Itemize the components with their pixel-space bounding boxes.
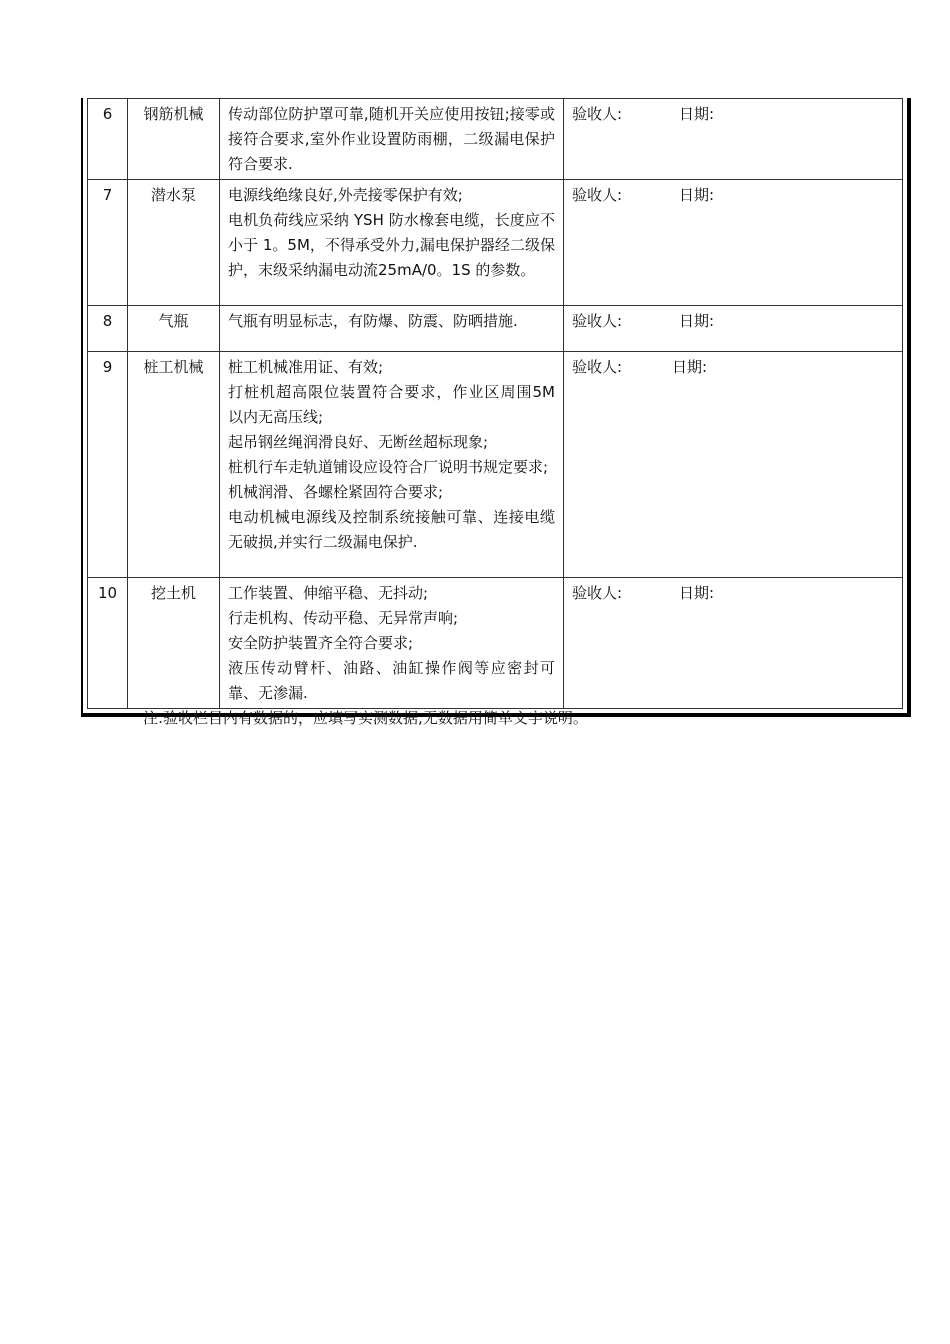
sign-cell xyxy=(564,180,903,306)
requirement-text: 打桩机超高限位装置符合要求，作业区周围5M 以内无高压线; xyxy=(228,383,555,426)
equipment-name: 气瓶 xyxy=(128,306,220,352)
date-label: 日期: xyxy=(679,105,715,123)
requirement-text: 气瓶有明显标志，有防爆、防震、防晒措施. xyxy=(228,312,518,330)
table-row xyxy=(88,180,903,306)
table-row xyxy=(88,99,903,180)
requirement-text: 行走机构、传动平稳、无异常声响; xyxy=(228,609,459,627)
inspector-label: 验收人: xyxy=(572,186,623,204)
acceptance-table-frame xyxy=(81,98,911,717)
inspector-label: 验收人: xyxy=(572,584,623,602)
acceptance-table xyxy=(87,98,903,709)
requirements-cell xyxy=(220,578,564,709)
requirements-cell xyxy=(220,306,564,352)
date-label: 日期: xyxy=(679,312,715,330)
requirement-text: 电源线绝缘良好,外壳接零保护有效; xyxy=(228,186,463,204)
requirement-text: 安全防护装置齐全符合要求; xyxy=(228,634,414,652)
row-number: 6 xyxy=(88,99,128,180)
requirement-text: 电机负荷线应采纳 YSH 防水橡套电缆，长度应不小于 1。5M，不得承受外力,漏电保护器经二级保护，末级采纳漏电动流25mA/0。1S 的参数。 xyxy=(228,211,555,279)
table-row xyxy=(88,578,903,709)
requirements-cell xyxy=(220,180,564,306)
requirements-cell xyxy=(220,352,564,578)
requirements-cell xyxy=(220,99,564,180)
row-number: 9 xyxy=(88,352,128,578)
requirement-text: 传动部位防护罩可靠,随机开关应使用按钮;接零或接符合要求,室外作业设置防雨棚，二级漏电保护符合要求. xyxy=(228,105,555,173)
requirement-text: 起吊钢丝绳润滑良好、无断丝超标现象; xyxy=(228,433,489,451)
table-row xyxy=(88,352,903,578)
table-row xyxy=(88,306,903,352)
sign-cell xyxy=(564,578,903,709)
equipment-name: 挖土机 xyxy=(128,578,220,709)
equipment-name: 钢筋机械 xyxy=(128,99,220,180)
date-label: 日期: xyxy=(679,186,715,204)
requirement-text: 桩机行车走轨道铺设应设符合厂说明书规定要求; xyxy=(228,458,549,476)
sign-cell xyxy=(564,352,903,578)
inspector-label: 验收人: xyxy=(572,358,623,376)
inspector-label: 验收人: xyxy=(572,105,623,123)
requirement-text: 机械润滑、各螺栓紧固符合要求; xyxy=(228,483,444,501)
inspector-label: 验收人: xyxy=(572,312,623,330)
row-number: 10 xyxy=(88,578,128,709)
footnote: 注:验收栏目内有数据的，应填写实测数据,无数据用简单文字说明。 xyxy=(143,709,588,727)
row-number: 7 xyxy=(88,180,128,306)
requirement-text: 桩工机械准用证、有效; xyxy=(228,358,384,376)
requirement-text: 工作装置、伸缩平稳、无抖动; xyxy=(228,584,429,602)
requirement-text: 液压传动臂杆、油路、油缸操作阀等应密封可靠、无渗漏. xyxy=(228,659,555,702)
date-label: 日期: xyxy=(672,358,708,376)
requirement-text: 电动机械电源线及控制系统接触可靠、连接电缆无破损,并实行二级漏电保护. xyxy=(228,508,555,551)
equipment-name: 桩工机械 xyxy=(128,352,220,578)
sign-cell xyxy=(564,99,903,180)
sign-cell xyxy=(564,306,903,352)
equipment-name: 潜水泵 xyxy=(128,180,220,306)
row-number: 8 xyxy=(88,306,128,352)
date-label: 日期: xyxy=(679,584,715,602)
